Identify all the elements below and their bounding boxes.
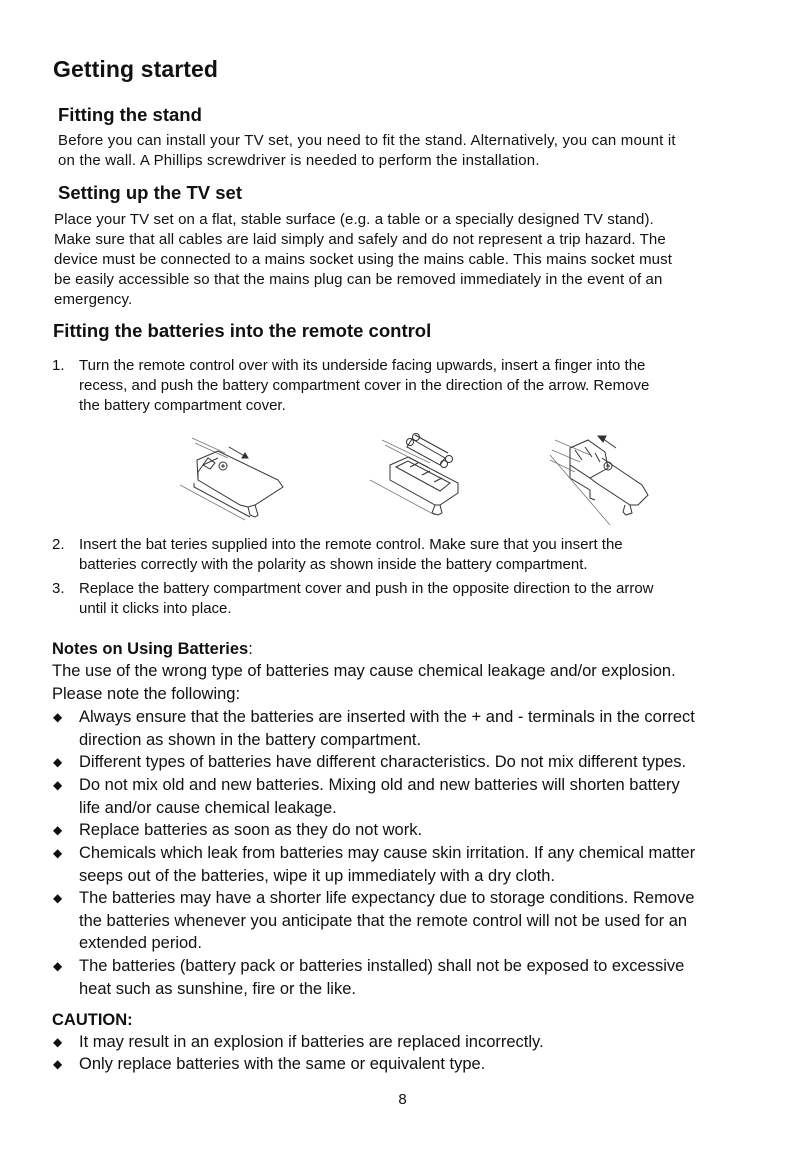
- remote-cover-slide-close-illustration: [530, 420, 670, 530]
- note-bullet-4: [53, 819, 773, 841]
- step-number: 1.: [52, 357, 65, 374]
- step-number: 2.: [52, 536, 65, 553]
- text-line: the battery compartment cover.: [79, 397, 286, 414]
- section-heading-fitting-stand: Fitting the stand: [58, 104, 202, 125]
- page-title: Getting started: [53, 56, 219, 82]
- text-line: until it clicks into place.: [79, 600, 232, 617]
- page-number: 8: [398, 1091, 407, 1108]
- text-line: heat such as sunshine, fire or the like.: [79, 979, 356, 998]
- text-line: emergency.: [54, 291, 133, 308]
- text-line: Different types of batteries have different characteristics. Do not mix different types.: [79, 753, 687, 771]
- text-line: extended period.: [79, 934, 202, 952]
- setting-up-paragraph: [54, 210, 672, 310]
- note-bullet-6: [53, 887, 773, 955]
- text-line: Insert the bat teries supplied into the remote control. Make sure that you insert the: [79, 536, 623, 553]
- text-line: The use of the wrong type of batteries may cause chemical leakage and/or explosion.: [52, 662, 676, 680]
- bullet-text: [79, 842, 769, 887]
- text-line: Replace the battery compartment cover and push in the opposite direction to the arrow: [79, 580, 654, 597]
- diamond-bullet-icon: ◆: [53, 710, 63, 724]
- text-line: Turn the remote control over with its underside facing upwards, insert a finger into the: [79, 357, 646, 374]
- text-line: Chemicals which leak from batteries may cause skin irritation. If any chemical matter: [79, 844, 696, 862]
- text-line: The batteries (battery pack or batteries installed) shall not be exposed to excessive: [79, 957, 685, 975]
- text-line: be easily accessible so that the mains plug can be removed immediately in the event of an: [54, 271, 663, 288]
- diamond-bullet-icon: ◆: [53, 778, 63, 792]
- text-line: Please note the following:: [52, 684, 241, 703]
- note-bullet-7: [53, 955, 773, 1000]
- diamond-bullet-icon: ◆: [53, 891, 63, 905]
- remote-cover-slide-open-illustration: [170, 425, 320, 525]
- text-line: the batteries whenever you anticipate that the remote control will not be used for an: [79, 911, 688, 930]
- bullet-text: [79, 887, 769, 955]
- fitting-stand-paragraph: [58, 131, 676, 171]
- section-heading-setting-up: Setting up the TV set: [58, 182, 242, 203]
- text-line: Do not mix old and new batteries. Mixing old and new batteries will shorten battery: [79, 776, 680, 794]
- step-text: [79, 579, 759, 619]
- bullet-text: [79, 1031, 769, 1054]
- text-line: seeps out of the batteries, wipe it up immediately with a dry cloth.: [79, 866, 555, 885]
- step-number: 3.: [52, 580, 65, 597]
- bullet-text: [79, 774, 769, 819]
- text-line: Only replace batteries with the same or equivalent type.: [79, 1055, 486, 1073]
- bullet-text: [79, 706, 769, 751]
- bullet-text: [79, 819, 769, 842]
- notes-intro: [52, 660, 676, 705]
- bullet-text: [79, 1053, 769, 1076]
- step-3: [52, 579, 772, 619]
- caution-bullet-2: [53, 1053, 773, 1075]
- diamond-bullet-icon: ◆: [53, 823, 63, 837]
- text-line: Replace batteries as soon as they do not work.: [79, 821, 423, 839]
- text-line: recess, and push the battery compartment cover in the direction of the arrow. Remove: [79, 377, 650, 394]
- caution-heading: CAUTION:: [52, 1011, 133, 1029]
- text-line: Place your TV set on a flat, stable surface (e.g. a table or a specially designed TV stand).: [54, 211, 654, 228]
- text-line: on the wall. A Phillips screwdriver is needed to perform the installation.: [58, 152, 540, 169]
- notes-heading-text: Notes on Using Batteries: [52, 640, 249, 658]
- text-line: Always ensure that the batteries are inserted with the + and - terminals in the correct: [79, 708, 695, 726]
- note-bullet-2: [53, 751, 773, 773]
- notes-heading: [52, 638, 253, 661]
- text-line: It may result in an explosion if batteries are replaced incorrectly.: [79, 1033, 544, 1051]
- step-text: [79, 535, 759, 575]
- text-line: Before you can install your TV set, you need to fit the stand. Alternatively, you can mount it: [58, 132, 676, 149]
- section-heading-fitting-batteries: Fitting the batteries into the remote control: [53, 320, 432, 341]
- diamond-bullet-icon: ◆: [53, 755, 63, 769]
- bullet-text: [79, 751, 769, 774]
- step-1: [52, 356, 772, 416]
- caution-bullet-1: [53, 1031, 773, 1053]
- text-line: life and/or cause chemical leakage.: [79, 798, 337, 817]
- remote-insert-batteries-illustration: [360, 425, 480, 525]
- diamond-bullet-icon: ◆: [53, 846, 63, 860]
- text-line: The batteries may have a shorter life expectancy due to storage conditions. Remove: [79, 889, 695, 907]
- diamond-bullet-icon: ◆: [53, 959, 63, 973]
- note-bullet-5: [53, 842, 773, 887]
- step-text: [79, 356, 759, 416]
- note-bullet-1: [53, 706, 773, 751]
- notes-heading-colon: :: [248, 640, 253, 658]
- text-line: direction as shown in the battery compartment.: [79, 730, 422, 749]
- step-2: [52, 535, 772, 575]
- text-line: batteries correctly with the polarity as shown inside the battery compartment.: [79, 556, 588, 573]
- text-line: device must be connected to a mains socket using the mains cable. This mains socket must: [54, 251, 672, 268]
- text-line: Make sure that all cables are laid simply and safely and do not represent a trip hazard. The: [54, 231, 666, 248]
- bullet-text: [79, 955, 769, 1000]
- diamond-bullet-icon: ◆: [53, 1057, 63, 1071]
- diamond-bullet-icon: ◆: [53, 1035, 63, 1049]
- note-bullet-3: [53, 774, 773, 819]
